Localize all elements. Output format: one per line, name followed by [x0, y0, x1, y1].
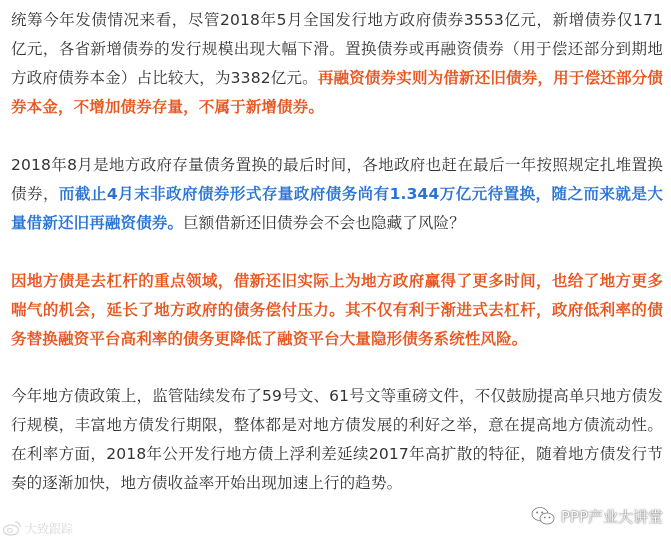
p1-text: 统筹今年发债情况来看，尽管2018年5月全国发行地方政府债券3553亿元，新增债券仅171亿元，各省新增债券的发行规模出现大幅下滑。置换债券或再融资债券（用于偿还部分到期地方政府债券本金）占比较大，为3382亿元。	[11, 11, 663, 87]
p1-highlight-red: 再融资债券实则为借新还旧债券，用于偿还部分债券本金，不增加债券存量，不属于新增债券。	[11, 69, 663, 116]
paragraph-4	[11, 382, 663, 498]
paragraph-1	[11, 6, 663, 122]
weibo-watermark	[2, 518, 73, 538]
p2-highlight-blue: 而截止4月末非政府债券形式存量政府债务尚有1.344万亿元待置换，随之而来就是大量借新还旧再融资债券。	[11, 185, 663, 232]
article-body	[11, 6, 663, 498]
paragraph-3	[11, 267, 663, 354]
wechat-icon	[531, 506, 555, 526]
wechat-watermark-text: PPP产业大讲堂	[560, 507, 663, 526]
weibo-watermark-text: 大致跟踪	[25, 521, 74, 536]
p2-text-2: 巨额借新还旧债券会不会也隐藏了风险？	[183, 214, 465, 232]
p3-highlight-red-2: 其不仅有利于渐进式去杠杆，政府低利率的债务替换融资平台高利率的债务更降低了融资平台大量隐形债务系统性风险。	[11, 301, 663, 348]
p4-text: 今年地方债政策上，监管陆续发布了59号文、61号文等重磅文件，不仅鼓励提高单只地方债发行规模，丰富地方债发行期限，整体都是对地方债发展的利好之举，意在提高地方债流动性。在利率方面，2018年公开发行地方债上浮利差延续2017年高扩散的特征，随着地方债发行节奏的逐渐加快，地方债收益率开始出现加速上行的趋势。	[11, 387, 663, 492]
wechat-watermark	[531, 504, 663, 528]
weibo-icon	[2, 520, 22, 536]
p3-highlight-red-1: 因地方债是去杠杆的重点领域，借新还旧实际上为地方政府赢得了更多时间，也给了地方更多喘气的机会，延长了地方政府的债务偿付压力。	[11, 272, 663, 319]
paragraph-2	[11, 151, 663, 238]
p2-text-1: 2018年8月是地方政府存量债务置换的最后时间，各地政府也赶在最后一年按照规定扎堆置换债券，	[11, 156, 663, 203]
